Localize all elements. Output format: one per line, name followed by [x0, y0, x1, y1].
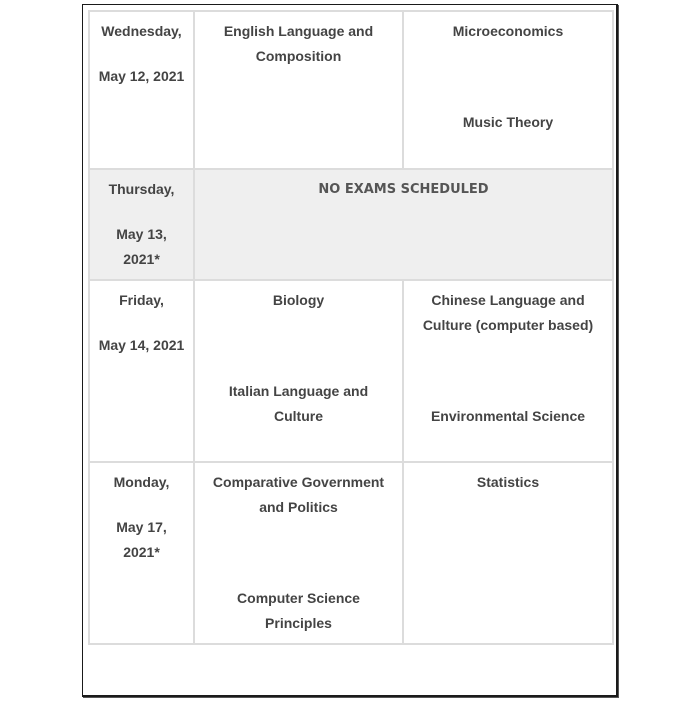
- exam-name: Environmental Science: [430, 408, 586, 424]
- exam-name: Biology: [272, 292, 325, 308]
- exam-schedule-table: [88, 10, 614, 645]
- table-row-thursday: [89, 169, 613, 280]
- date-label: May 12, 2021: [98, 68, 185, 84]
- day-label: Friday,: [119, 292, 164, 308]
- table-row-wednesday: [89, 11, 613, 169]
- day-label: Thursday,: [108, 181, 175, 197]
- exam-cell-afternoon: [403, 11, 613, 169]
- exam-name: Italian Language and Culture: [228, 383, 369, 424]
- exam-name: Statistics: [476, 474, 540, 490]
- table-row-friday: [89, 280, 613, 462]
- exam-name: Music Theory: [462, 114, 554, 130]
- exam-name: Chinese Language and Culture (computer based): [422, 292, 594, 333]
- date-cell: [89, 462, 194, 644]
- date-cell: [89, 169, 194, 280]
- exam-cell-morning: [194, 462, 403, 644]
- day-label: Wednesday,: [101, 23, 182, 39]
- exam-cell-morning: [194, 11, 403, 169]
- table-row-monday: [89, 462, 613, 644]
- date-cell: [89, 280, 194, 462]
- exam-name: Microeconomics: [452, 23, 564, 39]
- exam-cell-afternoon: [403, 462, 613, 644]
- exam-name: Comparative Government and Politics: [212, 474, 385, 515]
- date-label: May 17, 2021*: [116, 519, 167, 560]
- date-cell: [89, 11, 194, 169]
- day-label: Monday,: [113, 474, 170, 490]
- exam-cell-morning: [194, 280, 403, 462]
- date-label: May 13, 2021*: [116, 226, 167, 267]
- exam-cell-afternoon: [403, 280, 613, 462]
- exam-name: Computer Science Principles: [237, 590, 360, 631]
- no-exams-cell: [194, 169, 613, 280]
- no-exams-note: NO EXAMS SCHEDULED: [318, 182, 489, 197]
- exam-name: English Language and Composition: [223, 23, 374, 64]
- date-label: May 14, 2021: [98, 337, 185, 353]
